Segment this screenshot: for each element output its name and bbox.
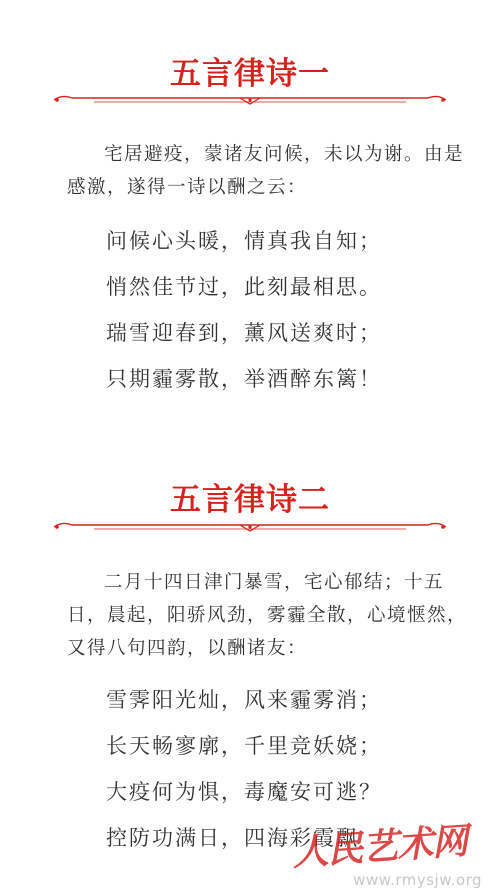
poem2-line-3: 大疫何为惧，毒魔安可逃？ bbox=[106, 780, 382, 804]
poem2-title: 五言律诗二 bbox=[170, 482, 330, 518]
poem1-title: 五言律诗一 bbox=[170, 56, 330, 92]
poem2-divider-ornament bbox=[54, 521, 446, 533]
poem1-line-1: 问候心头暖，情真我自知； bbox=[106, 229, 382, 253]
poem2-line-1: 雪霁阳光灿，风来霾雾消； bbox=[106, 688, 382, 712]
watermark-url: www.rmysjw.org bbox=[353, 871, 482, 889]
poem2-line-4: 控防功满日，四海彩霞飘 bbox=[106, 826, 359, 850]
watermark-logo: 人民艺术网 bbox=[290, 819, 469, 875]
site-watermark bbox=[292, 819, 482, 889]
poem2-line-2: 长天畅寥廓，千里竞妖娆； bbox=[106, 734, 382, 758]
poem1-line-4: 只期霾雾散，举酒醉东篱！ bbox=[106, 367, 382, 391]
poem1-line-2: 悄然佳节过，此刻最相思。 bbox=[106, 275, 382, 299]
poem1-line-3: 瑞雪迎春到，薰风送爽时； bbox=[106, 321, 382, 345]
poem2-preface: 二月十四日津门暴雪，宅心郁结；十五日，晨起，阳骄风劲，雾霾全散，心境惬然，又得八句四韵，以酬诸友： bbox=[67, 572, 468, 659]
poem1-preface: 宅居避疫，蒙诸友问候，未以为谢。由是感激，遂得一诗以酬之云： bbox=[67, 144, 465, 198]
poem1-divider-ornament bbox=[54, 94, 446, 106]
